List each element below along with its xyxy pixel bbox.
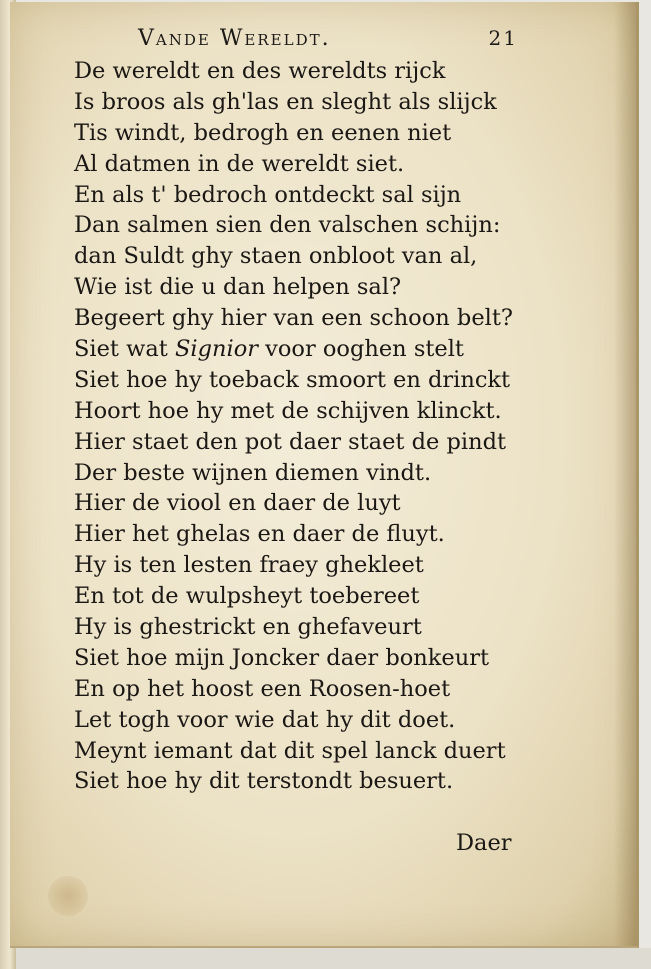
verse-line bbox=[74, 427, 524, 458]
verse-line bbox=[74, 149, 524, 180]
verse-block bbox=[74, 56, 524, 797]
verse-line bbox=[74, 458, 524, 489]
verse-line bbox=[74, 674, 524, 705]
verse-line bbox=[74, 488, 524, 519]
verse-line bbox=[74, 334, 524, 365]
verse-text: Hier het ghelas en daer de fluyt. bbox=[74, 521, 445, 548]
verse-text: voor ooghen stelt bbox=[258, 336, 464, 363]
verse-text: Dan salmen sien den valschen schijn: bbox=[74, 212, 501, 239]
verse-text: De wereldt en des wereldts rijck bbox=[74, 58, 446, 84]
verse-line bbox=[74, 303, 524, 334]
verse-text: Siet hoe hy toeback smoort en drinckt bbox=[74, 366, 511, 393]
page-number: 21 bbox=[488, 26, 518, 50]
paper-stain bbox=[48, 876, 88, 916]
verse-text: Hoort hoe hy met de schijven klinckt. bbox=[74, 397, 502, 424]
verse-text: Hier de viool en daer de luyt bbox=[74, 490, 401, 517]
verse-line bbox=[74, 396, 524, 427]
verse-text: Siet hoe mijn Joncker daer bonkeurt bbox=[74, 644, 490, 671]
verse-line bbox=[74, 87, 524, 118]
verse-text: En als t' bedroch ontdeckt sal sijn bbox=[74, 181, 462, 208]
verse-line bbox=[74, 210, 524, 241]
verse-line bbox=[74, 272, 524, 303]
verse-line bbox=[74, 118, 524, 149]
verse-line bbox=[74, 612, 524, 643]
background-strip bbox=[16, 948, 651, 969]
verse-text: Hy is ten lesten fraey ghekleet bbox=[74, 552, 424, 579]
verse-line bbox=[74, 365, 524, 396]
verse-text: Meynt iemant dat dit spel lanck duert bbox=[74, 737, 506, 764]
verse-text: Al datmen in de wereldt siet. bbox=[74, 150, 405, 177]
verse-text: Der beste wijnen diemen vindt. bbox=[74, 459, 432, 486]
verse-text: Let togh voor wie dat hy dit doet. bbox=[74, 706, 456, 733]
verse-line bbox=[74, 581, 524, 612]
verse-line bbox=[74, 241, 524, 272]
page-edge-shadow bbox=[614, 2, 636, 946]
verse-text: Is broos als gh'las en sleght als slijck bbox=[74, 88, 497, 115]
verse-text: En op het hoost een Roosen-hoet bbox=[74, 675, 451, 702]
verse-text: Tis windt, bedrogh en eenen niet bbox=[74, 119, 452, 146]
verse-line bbox=[74, 705, 524, 736]
verse-line bbox=[74, 519, 524, 550]
verse-text: Hier staet den pot daer staet de pindt bbox=[74, 428, 507, 455]
verse-line bbox=[74, 736, 524, 767]
verse-text: Begeert ghy hier van een schoon belt? bbox=[74, 305, 513, 332]
verse-line bbox=[74, 643, 524, 674]
verse-line bbox=[74, 56, 524, 87]
running-head bbox=[138, 26, 518, 56]
verse-text: Siet hoe hy dit terstondt besuert. bbox=[74, 768, 454, 795]
verse-text: Wie ist die u dan helpen sal? bbox=[74, 274, 402, 301]
verse-line bbox=[74, 550, 524, 581]
verse-text: dan Suldt ghy staen onbloot van al, bbox=[74, 243, 478, 270]
running-title: Vande Wereldt. bbox=[138, 26, 331, 51]
verse-text: En tot de wulpsheyt toebereet bbox=[74, 583, 420, 610]
verse-text: Siet wat bbox=[74, 336, 175, 363]
catchword: Daer bbox=[456, 830, 512, 856]
verse-text: Hy is ghestrickt en ghefaveurt bbox=[74, 614, 422, 641]
verse-emphasis: Signior bbox=[175, 336, 259, 363]
verse-line bbox=[74, 766, 524, 797]
verse-line bbox=[74, 180, 524, 211]
